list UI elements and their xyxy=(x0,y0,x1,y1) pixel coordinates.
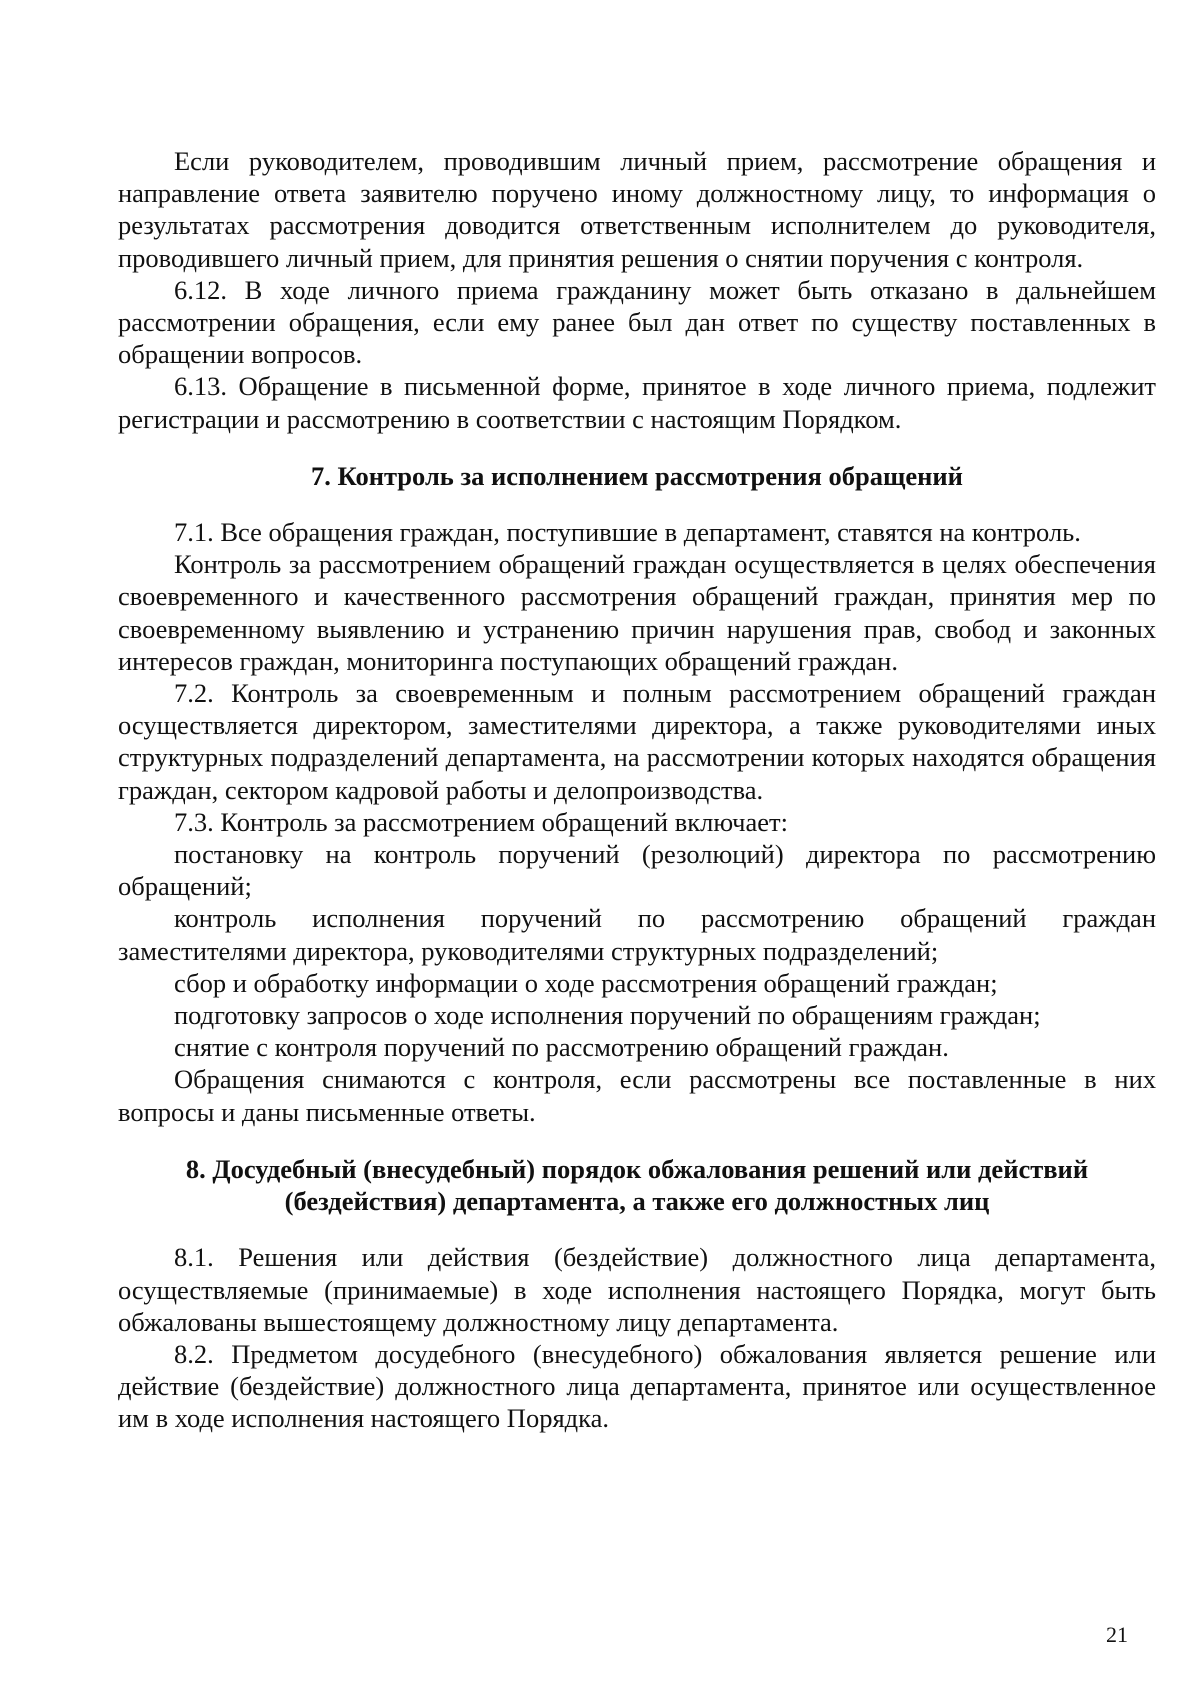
paragraph-8-2: 8.2. Предметом досудебного (внесудебного) обжалования является решение или действие (бездействие) должностного лица департамента, принятое или осуществленное им в ходе исполнения настоящего Порядка. xyxy=(118,1338,1156,1434)
paragraph-7-1: 7.1. Все обращения граждан, поступившие в департамент, ставятся на контроль. xyxy=(174,517,1081,548)
list-item-removal-from-control: снятие с контроля поручений по рассмотрению обращений граждан. xyxy=(174,1032,949,1063)
list-item-requests: подготовку запросов о ходе исполнения поручений по обращениям граждан; xyxy=(174,1000,1041,1031)
list-item-execution-control: контроль исполнения поручений по рассмотрению обращений граждан заместителями директора, руководителями структурных подразделений; xyxy=(118,903,1156,966)
list-item-resolutions: постановку на контроль поручений (резолюций) директора по рассмотрению обращений; xyxy=(118,839,1156,902)
paragraph-removal-condition: Обращения снимаются с контроля, если рассмотрены все поставленные в них вопросы и даны письменные ответы. xyxy=(118,1064,1156,1127)
paragraph-6-13: 6.13. Обращение в письменной форме, принятое в ходе личного приема, подлежит регистрации и рассмотрению в соответствии с настоящим Порядком. xyxy=(118,371,1156,434)
paragraph-intro-1: Если руководителем, проводившим личный прием, рассмотрение обращения и направление ответа заявителю поручено иному должностному лицу, то информация о результатах рассмотрения доводится ответственным исполнителем до руководителя, проводившего личный прием, для принятия решения о снятии поручения с контроля. xyxy=(118,146,1156,273)
section-7-heading: 7. Контроль за исполнением рассмотрения обращений xyxy=(311,460,963,491)
paragraph-control-purpose: Контроль за рассмотрением обращений граждан осуществляется в целях обеспечения своевременного и качественного рассмотрения обращений граждан, принятия мер по своевременному выявлению и устранению причин нарушения прав, свобод и законных интересов граждан, мониторинга поступающих обращений граждан. xyxy=(118,549,1156,676)
document-body xyxy=(118,145,1156,1435)
paragraph-8-1: 8.1. Решения или действия (бездействие) должностного лица департамента, осуществляемые (принимаемые) в ходе исполнения настоящего Порядка, могут быть обжалованы вышестоящему должностному лицу департамента. xyxy=(118,1242,1156,1337)
list-item-information-collection: сбор и обработку информации о ходе рассмотрения обращений граждан; xyxy=(174,967,998,998)
paragraph-7-2: 7.2. Контроль за своевременным и полным рассмотрением обращений граждан осуществляется директором, заместителями директора, а также руководителями иных структурных подразделений департамента, на рассмотрении которых находятся обращения граждан, сектором кадровой работы и делопроизводства. xyxy=(118,678,1156,805)
section-8-heading: 8. Досудебный (внесудебный) порядок обжалования решений или действий (бездействия) департамента, а также его должностных лиц xyxy=(185,1153,1089,1217)
page-number: 21 xyxy=(1106,1622,1128,1647)
paragraph-6-12: 6.12. В ходе личного приема гражданину может быть отказано в дальнейшем рассмотрении обращения, если ему ранее был дан ответ по существу поставленных в обращении вопросов. xyxy=(118,274,1156,370)
paragraph-7-3: 7.3. Контроль за рассмотрением обращений включает: xyxy=(174,806,788,837)
